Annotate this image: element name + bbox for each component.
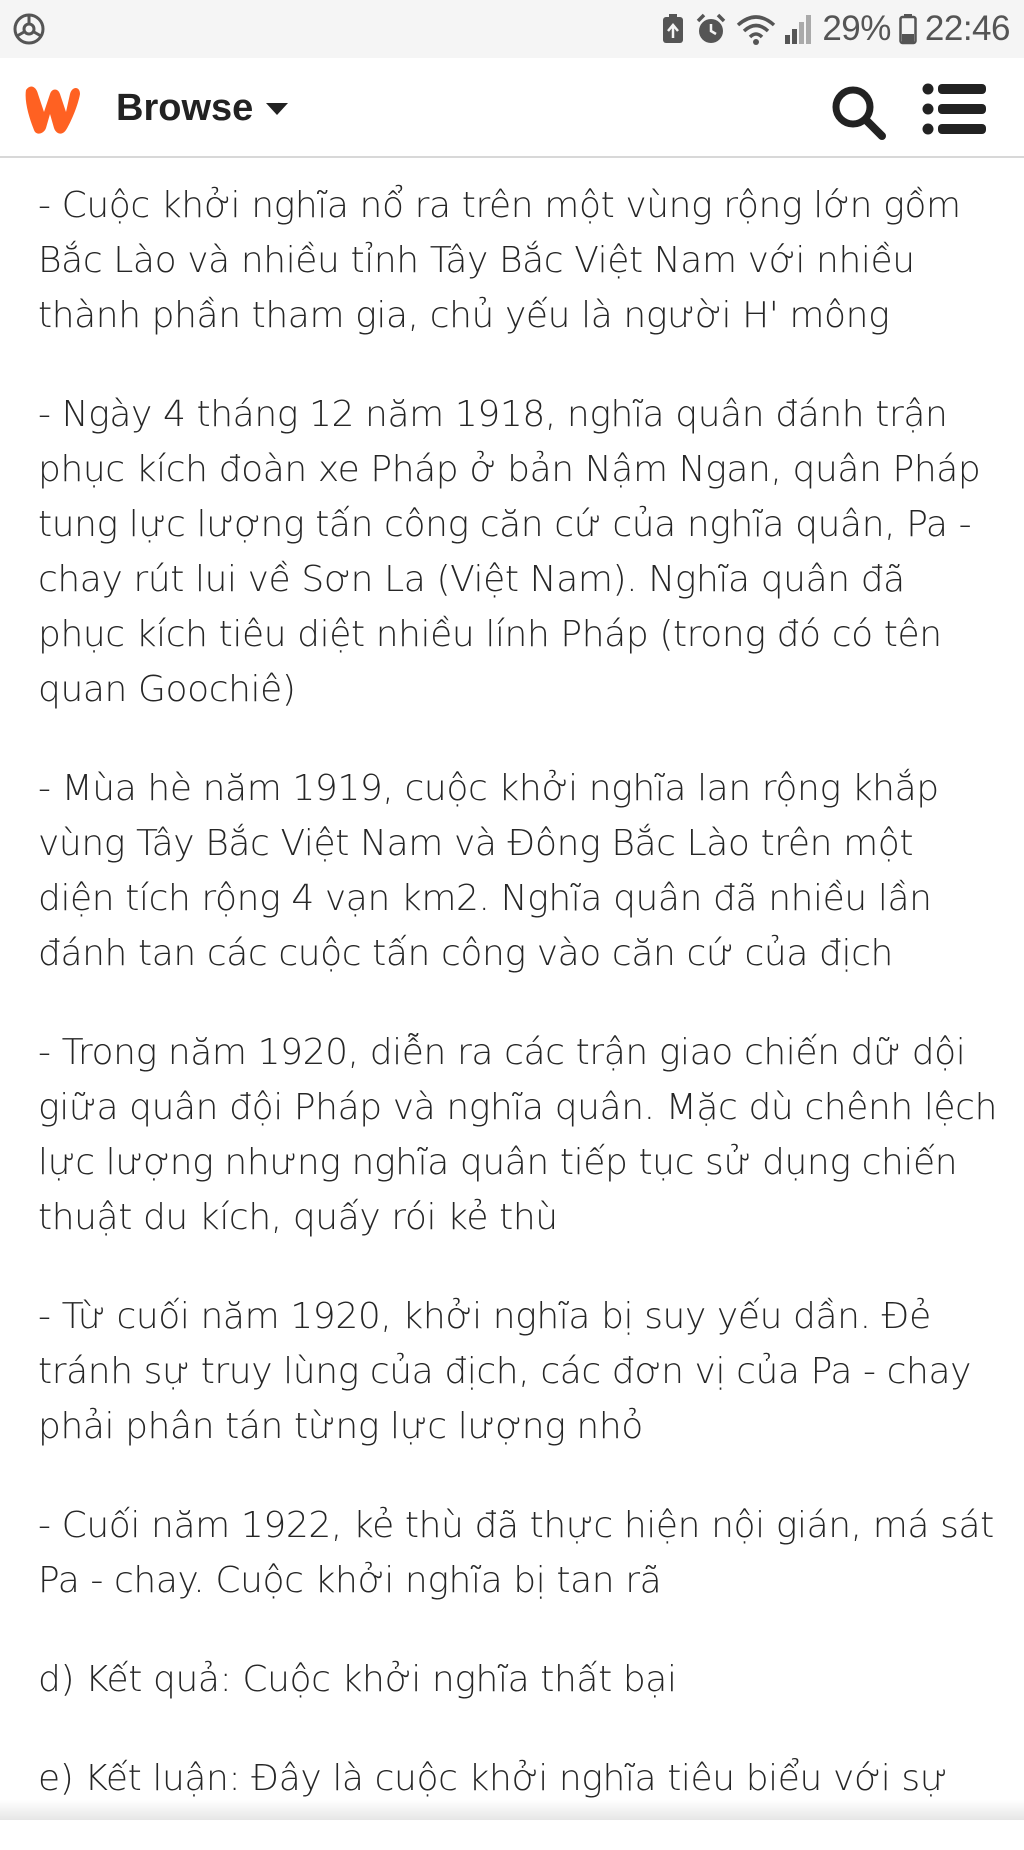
status-bar — [0, 0, 1024, 58]
browse-dropdown[interactable] — [116, 78, 289, 138]
paragraph: - Cuối năm 1922, kẻ thù đã thực hiện nội gián, má sát Pa - chay. Cuộc khởi nghĩa bị tan rã — [38, 1505, 994, 1601]
wifi-icon — [736, 13, 776, 45]
battery-saver-icon — [660, 13, 686, 45]
status-left — [12, 12, 46, 46]
status-right — [660, 9, 1010, 49]
search-button[interactable] — [828, 82, 888, 142]
paragraph: e) Kết luận: Đây là cuộc khởi nghĩa tiêu biểu với sự — [38, 1758, 948, 1799]
chrome-icon — [12, 12, 46, 46]
paragraph: - Cuộc khởi nghĩa nổ ra trên một vùng rộng lớn gồm Bắc Lào và nhiều tỉnh Tây Bắc Việt Nam với nhiều thành phần tham gia, chủ yếu là người H' mông — [38, 185, 961, 336]
signal-icon — [784, 13, 814, 45]
app-bar — [0, 58, 1024, 158]
wattpad-logo-icon[interactable] — [20, 80, 84, 136]
battery-icon — [899, 13, 917, 45]
paragraph: - Mùa hè năm 1919, cuộc khởi nghĩa lan rộng khắp vùng Tây Bắc Việt Nam và Đông Bắc Lào trên một diện tích rộng 4 vạn km2. Nghĩa quân đã nhiều lần đánh tan các cuộc tấn công vào căn cứ của địch — [38, 768, 939, 974]
story-text — [38, 178, 998, 1850]
search-icon — [828, 127, 888, 146]
alarm-icon — [694, 12, 728, 46]
paragraph: d) Kết quả: Cuộc khởi nghĩa thất bại — [38, 1659, 677, 1700]
caret-down-icon — [265, 101, 289, 115]
bottom-edge — [0, 1800, 1024, 1820]
paragraph: - Ngày 4 tháng 12 năm 1918, nghĩa quân đánh trận phục kích đoàn xe Pháp ở bản Nậm Ngan, quân Pháp tung lực lượng tấn công căn cứ của nghĩa quân, Pa - chay rút lui về Sơn La (Việt Nam). Nghĩa quân đã phục kích tiêu diệt nhiều lính Pháp (trong đó có tên quan Goochiê) — [38, 394, 981, 710]
battery-percent: 29% — [822, 9, 891, 48]
list-icon — [922, 121, 988, 140]
paragraph: - Từ cuối năm 1920, khởi nghĩa bị suy yếu dần. Đẻ tránh sự truy lùng của địch, các đơn vị của Pa - chay phải phân tán từng lực lượng nhỏ — [38, 1296, 972, 1447]
paragraph: - Trong năm 1920, diễn ra các trận giao chiến dữ dội giữa quân đội Pháp và nghĩa quân. Mặc dù chênh lệch lực lượng nhưng nghĩa quân tiếp tục sử dụng chiến thuật du kích, quấy rói kẻ thù — [38, 1032, 997, 1238]
library-list-button[interactable] — [922, 82, 988, 136]
browse-label: Browse — [116, 86, 254, 129]
clock-time: 22:46 — [924, 9, 1010, 48]
